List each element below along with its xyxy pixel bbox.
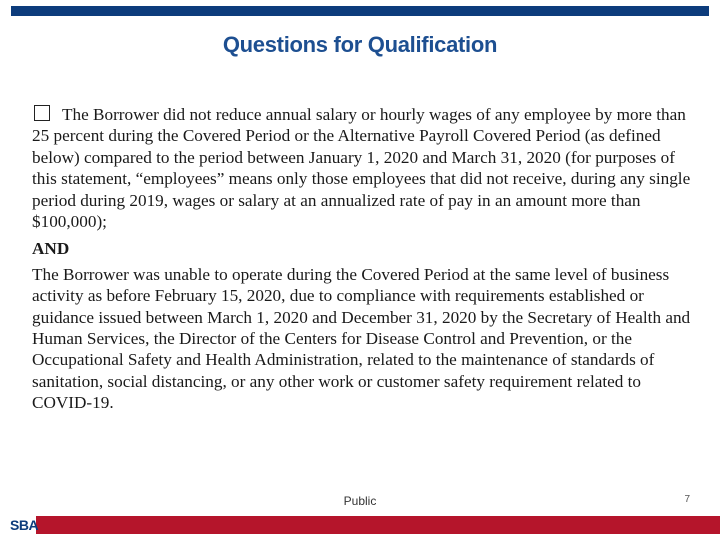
sba-logo bbox=[4, 508, 39, 538]
footer-bar bbox=[34, 516, 720, 534]
slide-title: Questions for Qualification bbox=[222, 32, 498, 57]
paragraph-2: The Borrower was unable to operate during the Covered Period at the same level of business activity as before February 15, 2020, due to compliance with requirements established or guidance issued between March 1, 2020 and December 31, 2020 by the Secretary of Health and Human Services, the Director of the Centers for Disease Control and Prevention, or the Occupational Safety and Health Administration, related to the maintenance of standards of sanitation, social distancing, or any other work or customer safety requirement related to COVID-19. bbox=[32, 264, 691, 413]
logo-text: SBA bbox=[10, 517, 39, 533]
checkbox[interactable] bbox=[34, 105, 50, 121]
header-bar bbox=[11, 6, 709, 16]
conjunction: AND bbox=[32, 239, 70, 259]
page-number: 7 bbox=[684, 494, 690, 505]
classification-label: Public bbox=[343, 494, 377, 508]
paragraph-1 bbox=[32, 104, 692, 232]
slide-body bbox=[32, 104, 692, 414]
paragraph-1-text: The Borrower did not reduce annual salary or hourly wages of any employee by more than 25 percent during the Covered Period or the Alternative Payroll Covered Period (as defined below) compared to the period between January 1, 2020 and March 31, 2020 (for purposes of this statement, “employees” means only those employees that did not receive, during any single period during 2019, wages or salary at an annualized rate of pay in an amount more than $100,000); bbox=[32, 105, 691, 232]
